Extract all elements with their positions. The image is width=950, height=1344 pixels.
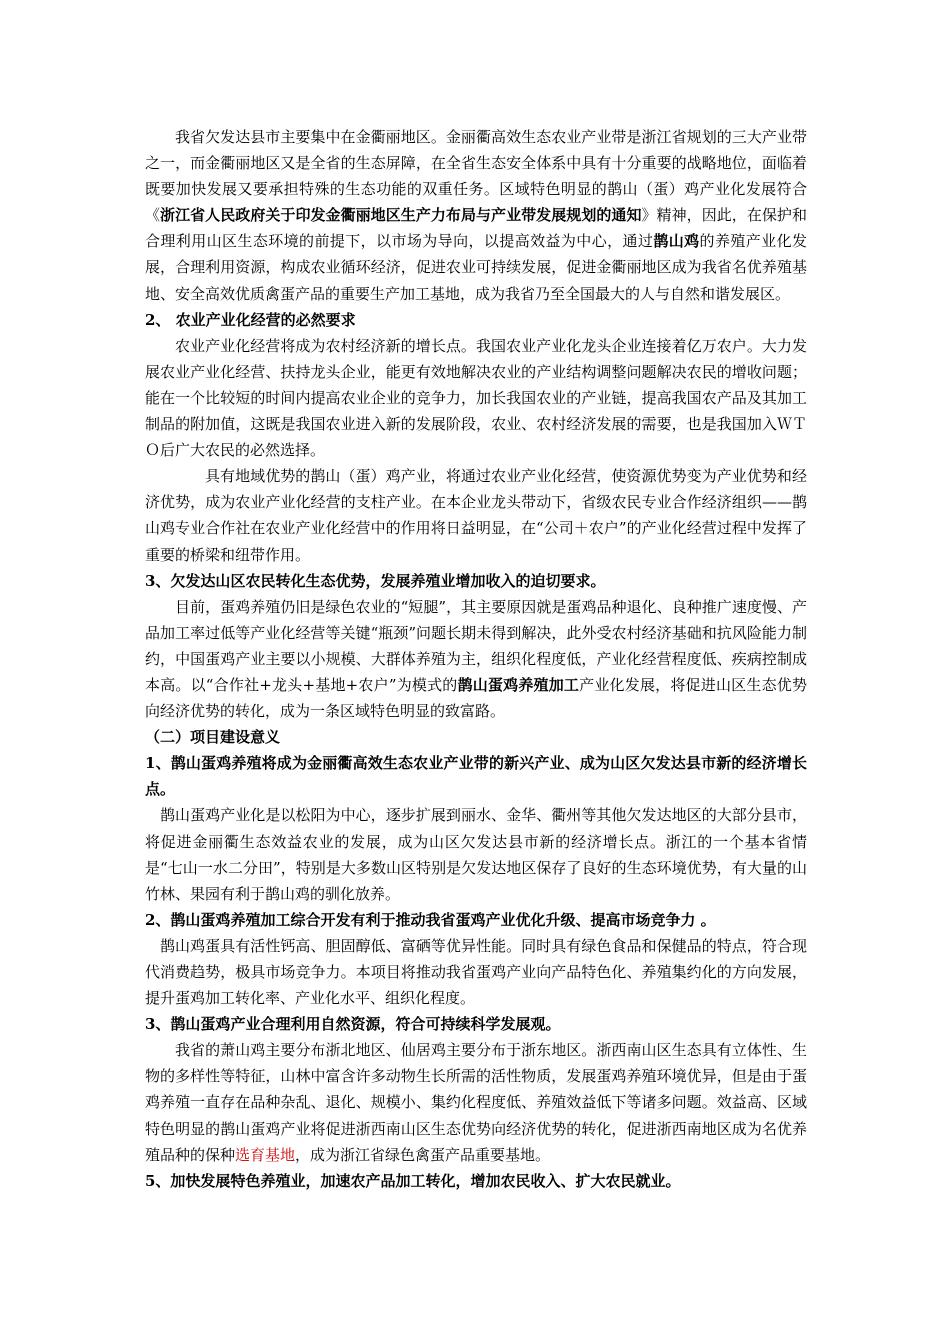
paragraph-intro bbox=[145, 124, 807, 307]
text-run: 目前，蛋鸡养殖仍旧是绿色农业的“短腿”，其主要原因就是蛋鸡品种退化、良种推广速度慢、产品加工率过低等产业化经营等关键“瓶颈”问题长期未得到解决，此外受农村经济基础和抗风险能力制约，中国蛋鸡产业主要以小规模、大群体养殖为主，组织化程度低，产业化经营程度低、疾病控制成本高。以“合作社+龙头+基地+农户”为模式的 bbox=[145, 597, 807, 694]
subheading-natural-resources: 3、鹊山蛋鸡产业合理利用自然资源，符合可持续科学发展观。 bbox=[145, 1015, 561, 1034]
bold-document-title: 浙江省人民政府关于印发金衢丽地区生产力布局与产业带发展规划的通知 bbox=[160, 206, 642, 225]
bold-term: 鹊山鸡 bbox=[653, 232, 700, 251]
paragraph-emerging-industry: 鹊山蛋鸡产业化是以松阳为中心，逐步扩展到丽水、金华、衢州等其他欠发达地区的大部分县市，将促进金丽衢生态效益农业的发展，成为山区欠发达县市新的经济增长点。浙江的一个基本省情是“七山一水二分田”，特别是大多数山区特别是欠发达地区保存了良好的生态环境优势，有大量的山竹林、果园有利于鹊山鸡的驯化放养。 bbox=[145, 806, 807, 903]
paragraph-agri-industrialization: 农业产业化经营将成为农村经济新的增长点。我国农业产业化龙头企业连接着亿万农户。大力发展农业产业化经营、扶持龙头企业，能更有效地解决农业的产业结构调整问题解决农民的增收问题；能在一个比较短的时间内提高农业企业的竞争力，加长我国农业的产业链，提高我国农产品及其加工制品的附加值，这既是我国农业进入新的发展阶段，农业、农村经济发展的需要，也是我国加入ＷＴＯ后广大农民的必然选择。 bbox=[145, 336, 807, 460]
section-heading-significance: （二）项目建设意义 bbox=[145, 728, 281, 747]
text-run: 我省欠发达县市主要集中在金衢丽地区。金丽衢高效生态农业产业带是浙江省规划的三大产业带之一，而金衢丽地区又是全省的生态屏障，在全省生态安全体系中具有十分重要的战略地位，面临着既要加快发展又要承担特殊的生态功能的双重任务。区域特色明显的鹊山（蛋）鸡产业化发展符合《 bbox=[145, 128, 807, 225]
text-run: 的养殖产业化发展，合理利用资源，构成农业循环经济，促进农业可持续发展，促进金衢丽地区成为我省名优养殖基地、安全高效优质禽蛋产品的重要生产加工基地，成为我省乃至全国最大的人与自然和谐发展区。 bbox=[145, 232, 807, 303]
text-run: 》精神，因此，在保护和合理利用山区生态环境的前提下，以市场为导向，以提高效益为中心，通过 bbox=[145, 206, 807, 251]
heading-underdeveloped-areas: 3、欠发达山区农民转化生态优势，发展养殖业增加收入的迫切要求。 bbox=[145, 571, 606, 590]
paragraph-egg-farming-status bbox=[145, 594, 807, 724]
document-body bbox=[145, 124, 807, 1194]
text-run: 产业化发展，将促进山区生态优势向经济优势的转化，成为一条区域特色明显的致富路。 bbox=[145, 675, 807, 721]
bold-term: 鹊山蛋鸡养殖加工 bbox=[457, 675, 580, 694]
paragraph-industry-upgrade: 鹊山鸡蛋具有活性钙高、胆固醇低、富硒等优异性能。同时具有绿色食品和保健品的特点，符合现代消费趋势，极具市场竞争力。本项目将推动我省蛋鸡产业向产品特色化、养殖集约化的方向发展，提升蛋鸡加工转化率、产业化水平、组织化程度。 bbox=[145, 936, 807, 1008]
subheading-emerging-industry: 1、鹊山蛋鸡养殖将成为金丽衢高效生态农业产业带的新兴产业、成为山区欠发达县市新的经济增长点。 bbox=[145, 754, 807, 799]
subheading-industry-upgrade: 2、鹊山蛋鸡养殖加工综合开发有利于推动我省蛋鸡产业优化升级、提高市场竞争力 。 bbox=[145, 910, 716, 929]
subheading-specialty-farming: 5、加快发展特色养殖业，加速农产品加工转化，增加农民收入、扩大农民就业。 bbox=[145, 1171, 681, 1190]
text-run: ，成为浙江省绿色禽蛋产品重要基地。 bbox=[295, 1145, 551, 1164]
heading-agri-industrialization: 2、 农业产业化经营的必然要求 bbox=[145, 310, 356, 329]
text-run: 我省的萧山鸡主要分布浙北地区、仙居鸡主要分布于浙东地区。浙西南山区生态具有立体性、生物的多样性等特征，山林中富含许多动物生长所需的活性物质，发展蛋鸡养殖环境优异，但是由于蛋鸡养殖一直存在品种杂乱、退化、规模小、集约化程度低、养殖效益低下等诸多问题。效益高、区域特色明显的鹊山蛋鸡产业将促进浙西南山区生态优势向经济优势的转化，促进浙西南地区成为名优养殖品种的保种 bbox=[145, 1041, 807, 1164]
paragraph-regional-advantage: 具有地域优势的鹊山（蛋）鸡产业，将通过农业产业化经营，使资源优势变为产业优势和经济优势，成为农业产业化经营的支柱产业。在本企业龙头带动下，省级农民专业合作经济组织——鹊山鸡专业合作社在农业产业化经营中的作用将日益明显，在“公司＋农户”的产业化经营过程中发挥了重要的桥梁和纽带作用。 bbox=[145, 467, 807, 564]
paragraph-natural-resources bbox=[145, 1037, 807, 1167]
highlighted-term: 选育基地 bbox=[235, 1145, 296, 1164]
